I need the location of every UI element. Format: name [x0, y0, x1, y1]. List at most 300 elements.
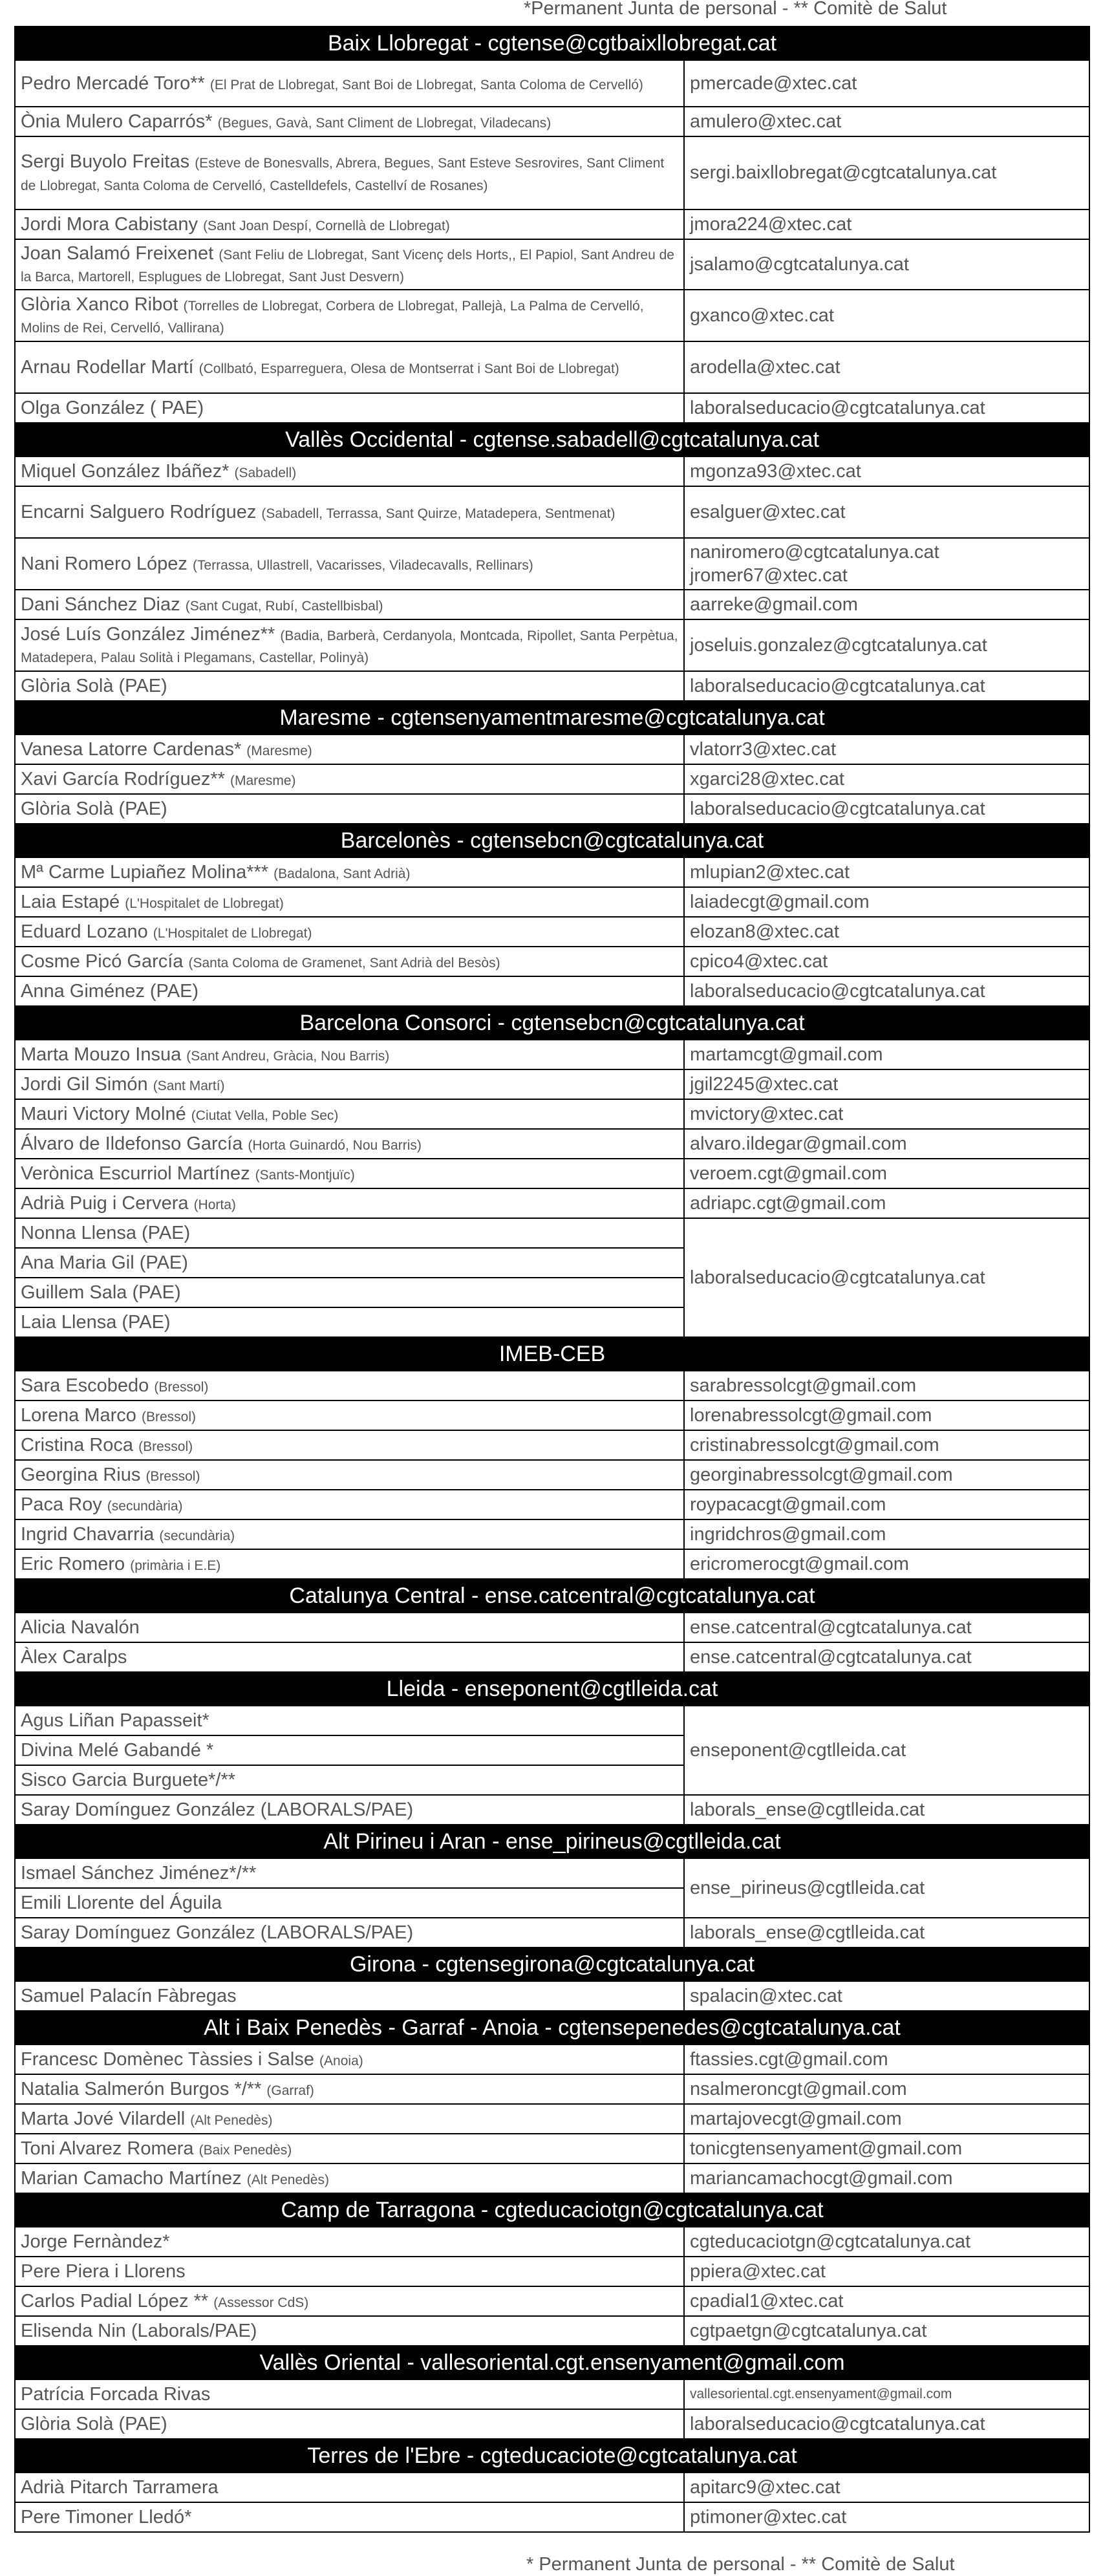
email-cell — [684, 2473, 1089, 2502]
email-address: cpico4@xtec.cat — [690, 950, 828, 972]
table-row — [15, 1981, 1089, 2011]
email-cell — [684, 735, 1089, 764]
member-cell — [15, 1795, 684, 1825]
email-address: sarabressolcgt@gmail.com — [690, 1375, 917, 1396]
email-address: pmercade@xtec.cat — [690, 72, 857, 94]
email-cell — [684, 1129, 1089, 1159]
member-name: Cristina Roca — [21, 1434, 134, 1455]
member-name: Arnau Rodellar Martí — [21, 356, 194, 378]
member-name: Joan Salamó Freixenet — [21, 242, 214, 264]
member-area: (Maresme) — [246, 743, 312, 758]
member-name: Divina Melé Gabandé * — [21, 1739, 214, 1761]
member-name: Pere Timoner Lledó* — [21, 2506, 192, 2528]
member-cell — [15, 1248, 684, 1278]
member-name: Miquel González Ibáñez* — [21, 460, 230, 482]
member-area: (Esteve de Bonesvalls, Abrera, Begues, Sant Esteve Sesrovires, Sant Climent de Llobregat, Santa Coloma de Cervelló, Castelldefels, Castellví de Rosanes) — [21, 156, 665, 193]
email-address: ptimoner@xtec.cat — [690, 2506, 847, 2528]
table-row — [15, 1549, 1089, 1579]
member-cell — [15, 1371, 684, 1401]
section-header — [15, 423, 1089, 456]
member-area: (Sant Cugat, Rubí, Castellbisbal) — [185, 598, 383, 614]
email-address: laiadecgt@gmail.com — [690, 891, 870, 912]
email-cell — [684, 1795, 1089, 1825]
email-cell — [684, 1040, 1089, 1069]
table-row — [15, 1706, 1089, 1735]
email-cell — [684, 917, 1089, 947]
table-row — [15, 976, 1089, 1006]
email-address: cristinabressolcgt@gmail.com — [690, 1434, 939, 1455]
email-address: mgonza93@xtec.cat — [690, 460, 861, 482]
member-cell — [15, 2409, 684, 2439]
email-cell — [684, 1159, 1089, 1188]
table-row — [15, 1371, 1089, 1401]
table-row — [15, 2227, 1089, 2257]
table-row — [15, 486, 1089, 538]
email-address: vlatorr3@xtec.cat — [690, 738, 837, 760]
table-row — [15, 917, 1089, 947]
email-cell — [684, 947, 1089, 976]
email-cell — [684, 671, 1089, 701]
email-address: laboralseducacio@cgtcatalunya.cat — [690, 397, 985, 418]
table-row — [15, 764, 1089, 794]
email-cell — [684, 60, 1089, 107]
email-address: mvictory@xtec.cat — [690, 1103, 844, 1124]
member-area: (Bressol) — [145, 1468, 200, 1484]
email-address: roypacacgt@gmail.com — [690, 1494, 886, 1515]
member-cell — [15, 735, 684, 764]
email-cell — [684, 2286, 1089, 2316]
member-name: Guillem Sala (PAE) — [21, 1282, 181, 1303]
email-address: amulero@xtec.cat — [690, 111, 842, 132]
email-cell — [684, 2379, 1089, 2409]
member-name: Sisco Garcia Burguete*/** — [21, 1769, 236, 1790]
member-name: Glòria Solà (PAE) — [21, 2413, 167, 2434]
table-row — [15, 1490, 1089, 1519]
section-title: Barcelona Consorci - cgtensebcn@cgtcatalunya.cat — [15, 1006, 1089, 1040]
email-address: sergi.baixllobregat@cgtcatalunya.cat — [690, 162, 997, 184]
section-title: Catalunya Central - ense.catcentral@cgtcatalunya.cat — [15, 1579, 1089, 1613]
member-cell — [15, 1765, 684, 1795]
email-cell — [684, 107, 1089, 136]
legend-note-bottom: * Permanent Junta de personal - ** Comitè de Salut — [526, 2554, 955, 2575]
member-cell — [15, 1613, 684, 1642]
member-cell — [15, 1040, 684, 1069]
member-area: (Badalona, Sant Adrià) — [273, 866, 411, 881]
email-cell — [684, 1430, 1089, 1460]
table-row — [15, 2257, 1089, 2286]
member-name: Sergi Buyolo Freitas — [21, 151, 190, 173]
table-row — [15, 341, 1089, 393]
table-row — [15, 1858, 1089, 1888]
member-area: (L'Hospitalet de Llobregat) — [125, 896, 284, 911]
email-cell — [684, 1706, 1089, 1795]
member-cell — [15, 486, 684, 538]
member-name: Pedro Mercadé Toro** — [21, 72, 205, 94]
email-address: ense.catcentral@cgtcatalunya.cat — [690, 1646, 972, 1668]
table-row — [15, 393, 1089, 423]
email-address: veroem.cgt@gmail.com — [690, 1163, 888, 1184]
member-cell — [15, 2316, 684, 2346]
member-cell — [15, 1918, 684, 1948]
member-name: Encarni Salguero Rodríguez — [21, 501, 257, 522]
table-row — [15, 947, 1089, 976]
member-name: Dani Sánchez Diaz — [21, 594, 180, 615]
member-name: Ingrid Chavarria — [21, 1523, 155, 1545]
email-cell — [684, 857, 1089, 887]
member-name: Jordi Gil Simón — [21, 1073, 148, 1095]
section-title: Terres de l'Ebre - cgteducaciote@cgtcatalunya.cat — [15, 2439, 1089, 2473]
table-row — [15, 107, 1089, 136]
member-area: (Bressol) — [138, 1439, 193, 1454]
member-cell — [15, 209, 684, 239]
member-name: Nonna Llensa (PAE) — [21, 1222, 191, 1243]
email-address: cgtpaetgn@cgtcatalunya.cat — [690, 2320, 927, 2341]
member-name: Ònia Mulero Caparrós* — [21, 111, 213, 132]
table-row — [15, 794, 1089, 824]
member-area: (Sabadell, Terrassa, Sant Quirze, Matadepera, Sentmenat) — [261, 506, 616, 521]
member-cell — [15, 60, 684, 107]
email-address: aarreke@gmail.com — [690, 594, 858, 615]
member-name: Marta Mouzo Insua — [21, 1044, 182, 1065]
email-cell — [684, 794, 1089, 824]
email-address: mariancamachocgt@gmail.com — [690, 2167, 953, 2189]
member-name: Alicia Navalón — [21, 1616, 140, 1638]
member-cell — [15, 1981, 684, 2011]
table-row — [15, 1069, 1089, 1099]
member-cell — [15, 2379, 684, 2409]
email-address: laborals_ense@cgtlleida.cat — [690, 1799, 925, 1820]
email-address: ftassies.cgt@gmail.com — [690, 2048, 888, 2070]
member-area: (Ciutat Vella, Poble Sec) — [191, 1108, 339, 1123]
section-header — [15, 701, 1089, 735]
member-cell — [15, 976, 684, 1006]
directory-body — [15, 27, 1089, 2532]
member-area: (secundària) — [107, 1498, 183, 1514]
member-area: (Baix Penedès) — [198, 2142, 292, 2158]
member-name: Mauri Victory Molné — [21, 1103, 186, 1124]
table-row — [15, 1188, 1089, 1218]
email-address: cpadial1@xtec.cat — [690, 2290, 844, 2312]
email-cell — [684, 2502, 1089, 2532]
member-area: (El Prat de Llobregat, Sant Boi de Llobregat, Santa Coloma de Cervelló) — [209, 77, 643, 92]
table-row — [15, 2134, 1089, 2163]
email-cell — [684, 1371, 1089, 1401]
member-name: Anna Giménez (PAE) — [21, 980, 199, 1002]
member-cell — [15, 2163, 684, 2193]
member-name: Ismael Sánchez Jiménez*/** — [21, 1862, 257, 1884]
table-row — [15, 1218, 1089, 1248]
email-address: laborals_ense@cgtlleida.cat — [690, 1922, 925, 1943]
table-row — [15, 735, 1089, 764]
member-cell — [15, 456, 684, 486]
member-cell — [15, 2045, 684, 2074]
member-area: (Torrelles de Llobregat, Corbera de Llobregat, Pallejà, La Palma de Cervelló, Molins de Rei, Cervelló, Vallirana) — [21, 298, 644, 336]
email-address: adriapc.cgt@gmail.com — [690, 1192, 886, 1214]
email-address: ppiera@xtec.cat — [690, 2260, 826, 2282]
email-address: laboralseducacio@cgtcatalunya.cat — [690, 1267, 985, 1288]
member-cell — [15, 917, 684, 947]
member-area: (Garraf) — [266, 2083, 314, 2098]
email-address: spalacin@xtec.cat — [690, 1985, 842, 2006]
member-area: (Begues, Gavà, Sant Climent de Llobregat, Viladecans) — [217, 115, 552, 131]
member-cell — [15, 341, 684, 393]
table-row — [15, 1519, 1089, 1549]
table-row — [15, 2286, 1089, 2316]
email-cell — [684, 976, 1089, 1006]
table-row — [15, 1129, 1089, 1159]
member-cell — [15, 671, 684, 701]
member-area: (Sant Joan Despí, Cornellà de Llobregat) — [203, 218, 450, 233]
email-cell — [684, 2045, 1089, 2074]
member-area: (Sant Martí) — [153, 1078, 225, 1093]
member-cell — [15, 619, 684, 671]
member-cell — [15, 1188, 684, 1218]
email-address: laboralseducacio@cgtcatalunya.cat — [690, 2413, 985, 2434]
member-name: José Luís González Jiménez** — [21, 623, 275, 645]
member-cell — [15, 239, 684, 290]
table-row — [15, 1918, 1089, 1948]
section-header — [15, 2193, 1089, 2227]
table-row — [15, 2473, 1089, 2502]
member-name: Emili Llorente del Águila — [21, 1892, 222, 1913]
email-cell — [684, 1613, 1089, 1642]
member-cell — [15, 1218, 684, 1248]
email-address: jromer67@xtec.cat — [690, 565, 848, 586]
member-name: Saray Domínguez González (LABORALS/PAE) — [21, 1922, 414, 1943]
member-name: Glòria Xanco Ribot — [21, 294, 178, 315]
table-row — [15, 2409, 1089, 2439]
member-name: Laia Estapé — [21, 891, 120, 912]
member-cell — [15, 794, 684, 824]
member-cell — [15, 2074, 684, 2104]
member-cell — [15, 1401, 684, 1430]
email-cell — [684, 290, 1089, 341]
email-address: mlupian2@xtec.cat — [690, 861, 850, 883]
member-cell — [15, 2134, 684, 2163]
member-cell — [15, 1460, 684, 1490]
member-cell — [15, 2286, 684, 2316]
table-row — [15, 1159, 1089, 1188]
member-cell — [15, 1069, 684, 1099]
email-address: apitarc9@xtec.cat — [690, 2476, 841, 2498]
section-title: Lleida - enseponent@cgtlleida.cat — [15, 1672, 1089, 1706]
section-title: IMEB-CEB — [15, 1337, 1089, 1371]
email-cell — [684, 1981, 1089, 2011]
section-header — [15, 1337, 1089, 1371]
member-area: (Santa Coloma de Gramenet, Sant Adrià del Besòs) — [188, 955, 500, 971]
member-name: Pere Piera i Llorens — [21, 2260, 186, 2282]
table-row — [15, 2163, 1089, 2193]
member-cell — [15, 2104, 684, 2134]
email-cell — [684, 2134, 1089, 2163]
table-row — [15, 2379, 1089, 2409]
email-cell — [684, 1918, 1089, 1948]
section-title: Camp de Tarragona - cgteducaciotgn@cgtcatalunya.cat — [15, 2193, 1089, 2227]
email-address: jmora224@xtec.cat — [690, 213, 852, 235]
member-cell — [15, 2227, 684, 2257]
section-header — [15, 2011, 1089, 2045]
member-cell — [15, 290, 684, 341]
section-title: Girona - cgtensegirona@cgtcatalunya.cat — [15, 1948, 1089, 1981]
member-area: (Alt Penedès) — [190, 2112, 273, 2128]
member-area: (secundària) — [159, 1528, 235, 1543]
member-name: Glòria Solà (PAE) — [21, 798, 167, 819]
email-address: jgil2245@xtec.cat — [690, 1073, 839, 1095]
member-name: Xavi García Rodríguez** — [21, 768, 225, 789]
member-name: Lorena Marco — [21, 1404, 136, 1426]
email-cell — [684, 1642, 1089, 1672]
member-cell — [15, 107, 684, 136]
table-row — [15, 290, 1089, 341]
member-cell — [15, 1888, 684, 1918]
section-title: Alt Pirineu i Aran - ense_pirineus@cgtlleida.cat — [15, 1825, 1089, 1858]
member-area: (Alt Penedès) — [246, 2172, 329, 2187]
member-name: Samuel Palacín Fàbregas — [21, 1985, 237, 2006]
email-address: georginabressolcgt@gmail.com — [690, 1464, 953, 1485]
email-cell — [684, 1490, 1089, 1519]
table-row — [15, 1460, 1089, 1490]
email-cell — [684, 2409, 1089, 2439]
member-area: (Horta Guinardó, Nou Barris) — [248, 1137, 422, 1153]
section-title: Alt i Baix Penedès - Garraf - Anoia - cgtensepenedes@cgtcatalunya.cat — [15, 2011, 1089, 2045]
email-cell — [684, 1858, 1089, 1918]
member-cell — [15, 538, 684, 590]
member-name: Agus Liñan Papasseit* — [21, 1710, 209, 1731]
member-name: Natalia Salmerón Burgos */** — [21, 2078, 262, 2099]
member-name: Francesc Domènec Tàssies i Salse — [21, 2048, 314, 2070]
member-area: (Maresme) — [230, 773, 296, 788]
email-address: elozan8@xtec.cat — [690, 921, 839, 942]
email-cell — [684, 209, 1089, 239]
table-row — [15, 2074, 1089, 2104]
table-row — [15, 209, 1089, 239]
table-row — [15, 60, 1089, 107]
table-row — [15, 2316, 1089, 2346]
member-area: (Sant Feliu de Llobregat, Sant Vicenç dels Horts,, El Papiol, Sant Andreu de la Barca, Martorell, Esplugues de Llobregat, Sant Just Desvern) — [21, 247, 674, 284]
member-name: Ana Maria Gil (PAE) — [21, 1252, 188, 1273]
section-header — [15, 1672, 1089, 1706]
member-area: (primària i E.E) — [130, 1558, 221, 1573]
member-name: Mª Carme Lupiañez Molina*** — [21, 861, 269, 883]
member-cell — [15, 1735, 684, 1765]
member-cell — [15, 764, 684, 794]
table-row — [15, 2502, 1089, 2532]
section-header — [15, 2346, 1089, 2379]
email-cell — [684, 887, 1089, 917]
email-address: ingridchros@gmail.com — [690, 1523, 886, 1545]
member-name: Adrià Puig i Cervera — [21, 1192, 189, 1214]
member-area: (Assessor CdS) — [213, 2295, 309, 2310]
section-title: Maresme - cgtensenyamentmaresme@cgtcatalunya.cat — [15, 701, 1089, 735]
section-header — [15, 1006, 1089, 1040]
member-name: Eric Romero — [21, 1553, 125, 1574]
member-cell — [15, 1430, 684, 1460]
email-cell — [684, 619, 1089, 671]
table-row — [15, 857, 1089, 887]
member-name: Olga González ( PAE) — [21, 397, 204, 418]
member-area: (Terrassa, Ullastrell, Vacarisses, Viladecavalls, Rellinars) — [192, 557, 533, 573]
email-cell — [684, 2227, 1089, 2257]
email-cell — [684, 2163, 1089, 2193]
email-cell — [684, 538, 1089, 590]
member-name: Toni Alvarez Romera — [21, 2138, 194, 2159]
section-header — [15, 1948, 1089, 1981]
email-cell — [684, 393, 1089, 423]
contact-directory-table — [14, 26, 1090, 2533]
email-address: ericromerocgt@gmail.com — [690, 1553, 909, 1574]
member-name: Sara Escobedo — [21, 1375, 149, 1396]
member-cell — [15, 1307, 684, 1337]
member-cell — [15, 1519, 684, 1549]
email-address: laboralseducacio@cgtcatalunya.cat — [690, 980, 985, 1002]
member-cell — [15, 1549, 684, 1579]
member-name: Laia Llensa (PAE) — [21, 1311, 171, 1333]
email-address: arodella@xtec.cat — [690, 356, 841, 378]
legend-note-top: *Permanent Junta de personal - ** Comitè de Salut — [524, 0, 947, 19]
email-cell — [684, 1460, 1089, 1490]
table-row — [15, 2045, 1089, 2074]
member-cell — [15, 1278, 684, 1307]
email-address: lorenabressolcgt@gmail.com — [690, 1404, 932, 1426]
email-cell — [684, 136, 1089, 209]
member-cell — [15, 1642, 684, 1672]
member-name: Àlex Caralps — [21, 1646, 127, 1668]
email-address: enseponent@cgtlleida.cat — [690, 1739, 906, 1761]
member-area: (Collbató, Esparreguera, Olesa de Montserrat i Sant Boi de Llobregat) — [198, 361, 619, 376]
member-name: Patrícia Forcada Rivas — [21, 2383, 211, 2405]
member-name: Cosme Picó García — [21, 950, 184, 972]
email-cell — [684, 2074, 1089, 2104]
table-row — [15, 239, 1089, 290]
section-header — [15, 27, 1089, 60]
member-cell — [15, 1159, 684, 1188]
email-address: martajovecgt@gmail.com — [690, 2108, 902, 2129]
member-cell — [15, 857, 684, 887]
table-row — [15, 671, 1089, 701]
table-row — [15, 1642, 1089, 1672]
member-area: (Badia, Barberà, Cerdanyola, Montcada, Ripollet, Santa Perpètua, Matadepera, Palau Solità i Plegamans, Castellar, Polinyà) — [21, 628, 678, 665]
section-title: Barcelonès - cgtensebcn@cgtcatalunya.cat — [15, 824, 1089, 857]
email-address: esalguer@xtec.cat — [690, 501, 846, 522]
member-name: Marian Camacho Martínez — [21, 2167, 242, 2189]
email-cell — [684, 1218, 1089, 1337]
section-title: Vallès Oriental - vallesoriental.cgt.ensenyament@gmail.com — [15, 2346, 1089, 2379]
email-address: martamcgt@gmail.com — [690, 1044, 883, 1065]
member-cell — [15, 590, 684, 619]
member-name: Marta Jové Vilardell — [21, 2108, 186, 2129]
member-name: Vanesa Latorre Cardenas* — [21, 738, 242, 760]
email-cell — [684, 456, 1089, 486]
email-cell — [684, 1549, 1089, 1579]
member-area: (Bressol) — [154, 1379, 209, 1395]
email-address: xgarci28@xtec.cat — [690, 768, 844, 789]
email-address: nsalmeroncgt@gmail.com — [690, 2078, 907, 2099]
member-name: Verònica Escurriol Martínez — [21, 1163, 250, 1184]
member-cell — [15, 393, 684, 423]
member-name: Álvaro de Ildefonso García — [21, 1133, 243, 1154]
member-cell — [15, 1490, 684, 1519]
table-row — [15, 2104, 1089, 2134]
section-header — [15, 2439, 1089, 2473]
member-name: Carlos Padial López ** — [21, 2290, 209, 2312]
email-cell — [684, 239, 1089, 290]
table-row — [15, 1430, 1089, 1460]
email-address: laboralseducacio@cgtcatalunya.cat — [690, 675, 985, 696]
section-header — [15, 1579, 1089, 1613]
email-address: jsalamo@cgtcatalunya.cat — [690, 253, 909, 275]
table-row — [15, 1795, 1089, 1825]
member-area: (Sant Andreu, Gràcia, Nou Barris) — [186, 1048, 390, 1064]
